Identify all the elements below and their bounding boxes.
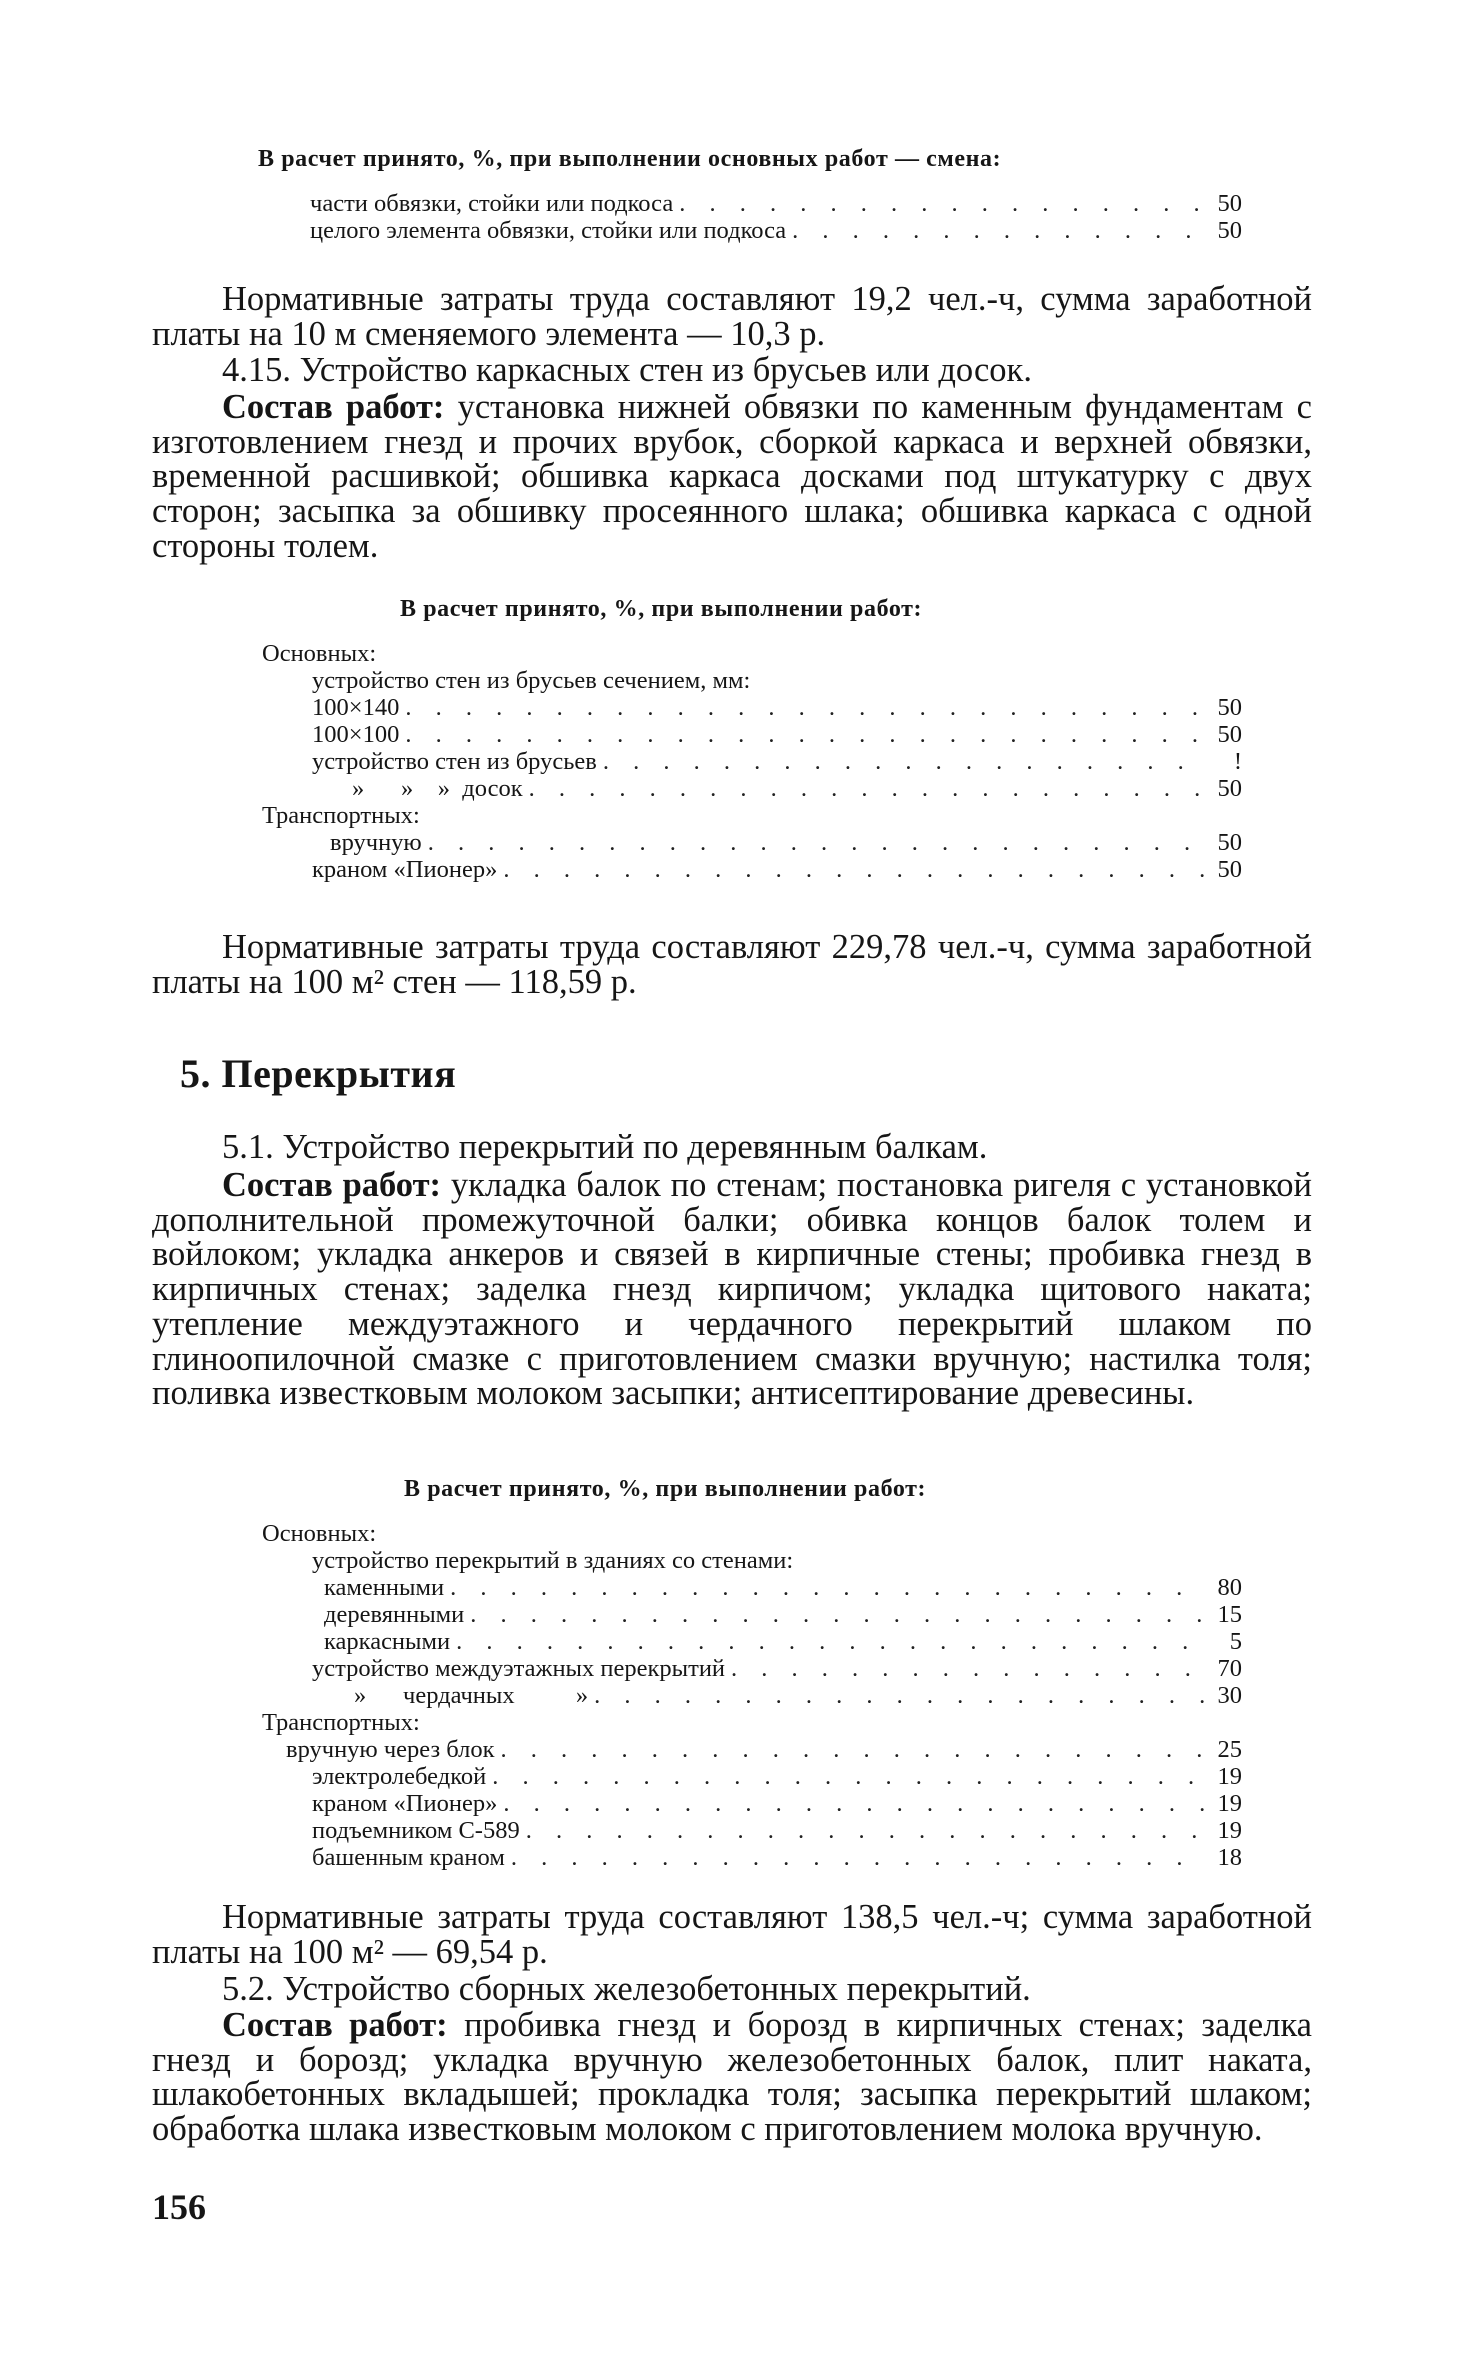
list-item: устройство стен из брусьев . . . !: [262, 748, 1242, 775]
list-item: деревянными . . . 15: [262, 1601, 1242, 1628]
labor-norm-paragraph: Нормативные затраты труда составляют 229,78 чел.-ч, сумма заработной платы на 100 м² стен — 118,59 р.: [152, 928, 1312, 1001]
list-item: » » » досок . . . 50: [262, 775, 1242, 802]
section-heading: 5. Перекрытия: [180, 1051, 457, 1096]
item-4-15-composition: Состав работ: установка нижней обвязки по каменным фундаментам с изготовлением гнезд и прочих врубок, сборкой каркаса и верхней обвязки, временной расшивкой; обшивка каркаса досками под штукатурку с двух сторон; засыпка за обшивку просеянного шлака; обшивка каркаса с одной стороны толем.: [152, 388, 1312, 565]
item-4-15-title: 4.15. Устройство каркасных стен из брусьев или досок.: [222, 351, 1032, 389]
floors-works-list: [262, 1520, 1242, 1871]
list-group-label: Основных:: [262, 640, 377, 667]
list-item: целого элемента обвязки, стойки или подкоса . . . 50: [310, 217, 1242, 244]
list-item: краном «Пионер» . . . 19: [262, 1790, 1242, 1817]
list-item: каменными . . . 80: [262, 1574, 1242, 1601]
list-group-label: Транспортных:: [262, 802, 420, 829]
shift-list: [310, 190, 1242, 244]
list-sub-label: устройство перекрытий в зданиях со стенами:: [312, 1547, 794, 1574]
item-5-2-composition: Состав работ: пробивка гнезд и борозд в кирпичных стенах; заделка гнезд и борозд; укладка вручную железобетонных балок, плит наката, шлакобетонных вкладышей; прокладка толя; засыпка перекрытий шлаком; обработка шлака известковым молоком с приготовлением молока вручную.: [152, 2006, 1312, 2149]
list-item: устройство междуэтажных перекрытий . . . 70: [262, 1655, 1242, 1682]
list-item: подъемником С-589 . . . 19: [262, 1817, 1242, 1844]
list-item: 100×100 . . . 50: [262, 721, 1242, 748]
list-item: каркасными . . . 5: [262, 1628, 1242, 1655]
list-header-shift: В расчет принято, %, при выполнении основных работ — смена:: [258, 146, 1002, 172]
item-5-1-composition: Состав работ: укладка балок по стенам; постановка ригеля с установкой дополнительной промежуточной балки; обивка концов балок толем и войлоком; укладка анкеров и связей в кирпичные стены; пробивка гнезд в кирпичных стенах; заделка гнезд кирпичом; укладка щитового наката; утепление междуэтажного и чердачного перекрытий шлаком по глиноопилочной смазке с приготовлением смазки вручную; настилка толя; поливка известковым молоком засыпки; антисептирование древесины.: [152, 1166, 1312, 1413]
labor-norm-paragraph: Нормативные затраты труда составляют 19,2 чел.-ч, сумма заработной платы на 10 м сменяемого элемента — 10,3 р.: [152, 280, 1312, 353]
item-5-1-title: 5.1. Устройство перекрытий по деревянным балкам.: [222, 1128, 988, 1166]
list-item: части обвязки, стойки или подкоса . . . 50: [310, 190, 1242, 217]
list-header-works: В расчет принято, %, при выполнении работ:: [404, 1476, 927, 1502]
walls-works-list: [262, 640, 1242, 883]
list-item: вручную . . . 50: [262, 829, 1242, 856]
list-item: электролебедкой . . . 19: [262, 1763, 1242, 1790]
list-item: » чердачных » . . . 30: [262, 1682, 1242, 1709]
list-item: башенным краном . . . 18: [262, 1844, 1242, 1871]
list-sub-label: устройство стен из брусьев сечением, мм:: [312, 667, 751, 694]
item-5-2-title: 5.2. Устройство сборных железобетонных перекрытий.: [222, 1970, 1031, 2008]
list-group-label: Транспортных:: [262, 1709, 420, 1736]
page-number: 156: [152, 2187, 206, 2227]
list-item: 100×140 . . . 50: [262, 694, 1242, 721]
list-item: вручную через блок . . . 25: [262, 1736, 1242, 1763]
list-header-works: В расчет принято, %, при выполнении работ:: [400, 596, 923, 622]
labor-norm-paragraph: Нормативные затраты труда составляют 138,5 чел.-ч; сумма заработной платы на 100 м² — 69,54 р.: [152, 1898, 1312, 1971]
list-group-label: Основных:: [262, 1520, 377, 1547]
list-item: краном «Пионер» . . . 50: [262, 856, 1242, 883]
